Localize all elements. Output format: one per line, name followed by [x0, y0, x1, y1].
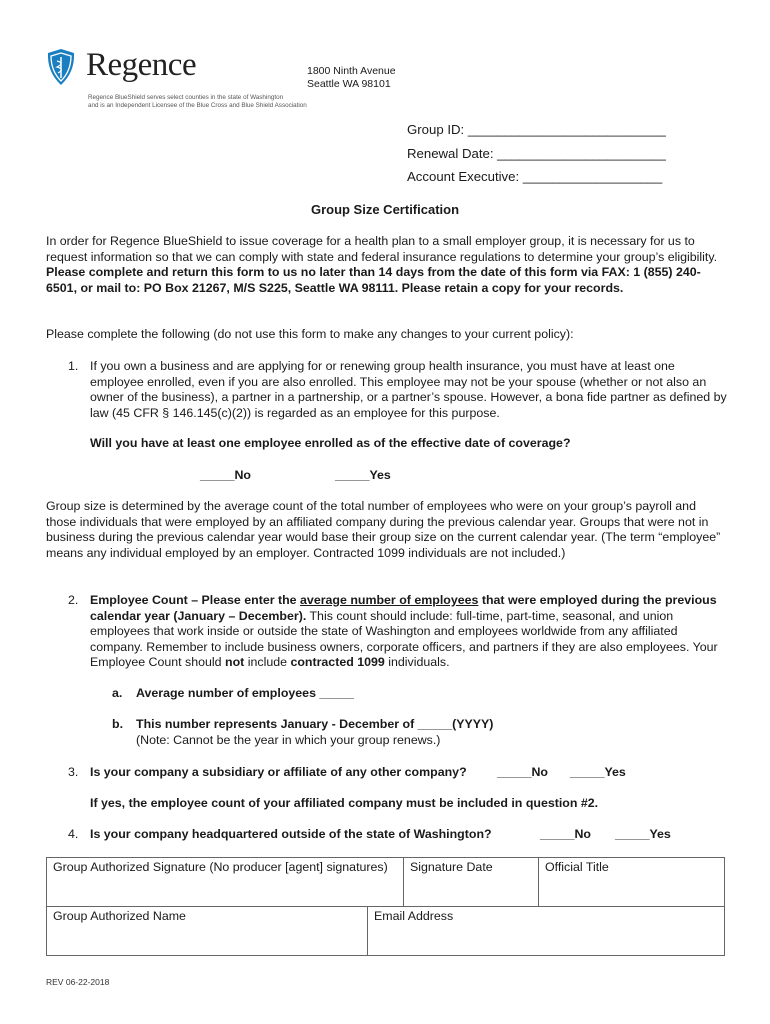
email-label: Email Address: [374, 908, 454, 923]
item2-text: [90, 593, 730, 671]
address-line2: Seattle WA 98101: [307, 78, 391, 90]
item4-question: Is your company headquartered outside of the state of Washington?: [90, 827, 492, 841]
group-id-field[interactable]: Group ID: ___________________________: [407, 122, 666, 137]
item2-number: 2.: [68, 593, 79, 607]
item4-number: 4.: [68, 827, 79, 841]
item3-no-option[interactable]: _____No: [497, 765, 548, 779]
item3-followup: If yes, the employee count of your affiliated company must be included in question #2.: [90, 796, 599, 810]
logo-text: Regence: [86, 47, 197, 83]
regence-logo: [46, 48, 76, 91]
item1-yes-option[interactable]: _____Yes: [335, 468, 391, 482]
signature-date-label: Signature Date: [410, 860, 493, 874]
item4-no-option[interactable]: _____No: [540, 827, 591, 841]
item2-text1: This count should include: full-time, part-time, seasonal, and union employees that work inside or outside the state of Washington and employees worldwide from any affiliated company. Remember to include business owners, corporate officers, and partners if they are also employees. Your Employee Count should: [90, 608, 718, 670]
authorized-name-cell[interactable]: [47, 906, 368, 955]
item1-no-option[interactable]: _____No: [200, 468, 251, 482]
item4-yes-option[interactable]: _____Yes: [615, 827, 671, 841]
item3-yes-option[interactable]: _____Yes: [570, 765, 626, 779]
authorized-name-label: Group Authorized Name: [53, 908, 186, 923]
tagline: [88, 94, 307, 109]
address-line1: 1800 Ninth Avenue: [307, 65, 396, 77]
signature-date-cell[interactable]: [404, 858, 539, 907]
blue-shield-icon: [46, 48, 76, 86]
tagline-line1: Regence BlueShield serves select counties in the state of Washington: [88, 94, 284, 101]
item3-number: 3.: [68, 765, 79, 779]
item3-question: Is your company a subsidiary or affiliate of any other company?: [90, 765, 467, 779]
instructions: Please complete the following (do not use this form to make any changes to your current policy):: [46, 327, 574, 341]
account-executive-field[interactable]: Account Executive: ___________________: [407, 169, 663, 184]
item2b-note: (Note: Cannot be the year in which your group renews.): [136, 733, 441, 747]
item2-1099: contracted 1099: [290, 655, 385, 670]
intro-text: In order for Regence BlueShield to issue coverage for a health plan to a small employer group, it is necessary for us to request information so that we can comply with state and federal insurance regulations to determine your group’s eligibility.: [46, 234, 718, 264]
item2-bold1: Employee Count – Please enter the: [90, 593, 301, 607]
email-cell[interactable]: [368, 906, 725, 955]
group-size-paragraph: Group size is determined by the average count of the total number of employees who were on your group’s payroll and those individuals that were employed by an affiliated company during the previous calendar year. Groups that were not in business during the previous calendar year would base their group size on the current calendar year. (The term “employee” means any individual employed by an employer. Contracted 1099 individuals are not included.): [46, 499, 721, 560]
item2-text2: include: [244, 655, 291, 670]
signature-label: Group Authorized Signature (No producer [agent] signatures): [53, 860, 388, 874]
item1-question: Will you have at least one employee enrolled as of the effective date of coverage?: [90, 436, 571, 450]
official-title-cell[interactable]: [539, 858, 725, 907]
item1-text: If you own a business and are applying for or renewing group health insurance, you must have at least one employee enrolled, even if you are also enrolled. This employee may not be your spouse (whether or not also an owner of the business), a partner in a partnership, or a partner’s spouse. However, a bona fide partner as defined by law (45 CFR § 146.145(c)(2)) is regarded as an employee for this purpose.: [90, 359, 727, 420]
intro-bold: Please complete and return this form to us no later than 14 days from the date of this form via FAX: 1 (855) 240-6501, or mail to: PO Box 21267, M/S S225, Seattle WA 98111. Please retain a copy for your records.: [46, 265, 701, 295]
year-field[interactable]: This number represents January - December of _____(YYYY): [136, 717, 494, 731]
item1-number: 1.: [68, 359, 79, 373]
item2-bold2: that were employed during the previous calendar year (January – December).: [90, 593, 717, 623]
page-title: Group Size Certification: [310, 202, 460, 217]
address: [307, 65, 396, 91]
item2-underline: average number of employees: [300, 593, 479, 607]
tagline-line2: and is an Independent Licensee of the Blue Cross and Blue Shield Association: [88, 101, 307, 109]
intro-paragraph: [46, 234, 728, 296]
official-title-label: Official Title: [545, 860, 609, 874]
signature-cell[interactable]: [47, 858, 404, 907]
item2a-label: a.: [112, 686, 123, 700]
revision-date: REV 06-22-2018: [46, 977, 110, 987]
item2b-label: b.: [112, 717, 124, 731]
renewal-date-field[interactable]: Renewal Date: _______________________: [407, 146, 666, 161]
item2-not: not: [225, 655, 245, 670]
average-employees-field[interactable]: Average number of employees _____: [136, 686, 354, 700]
signature-table: [46, 857, 725, 956]
item2-text3: individuals.: [384, 655, 450, 670]
